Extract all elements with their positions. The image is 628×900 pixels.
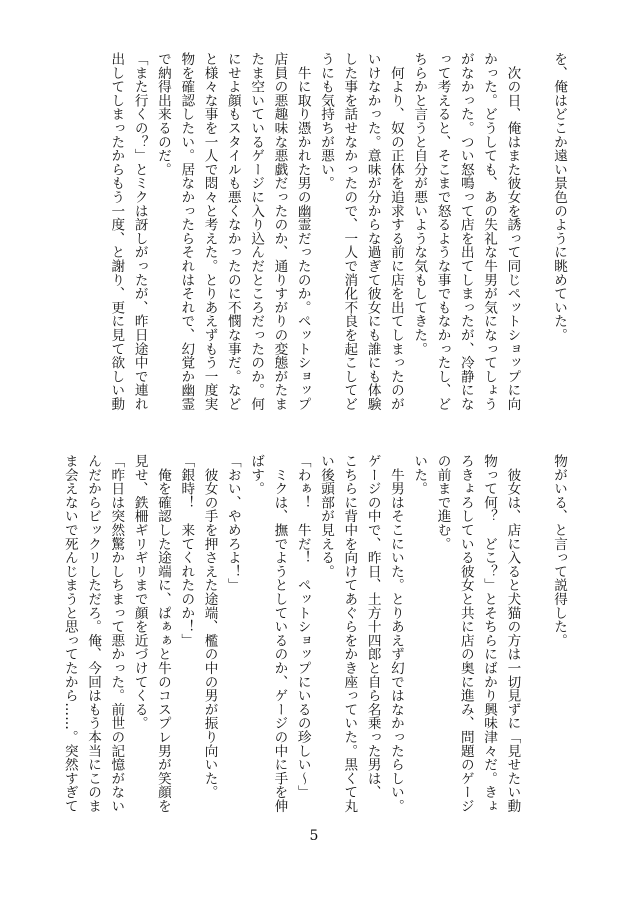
- text-line: 「わぁ！ 牛だ！ ペットショップにいるの珍しい〜」: [294, 454, 311, 799]
- text-line: と様々な事を一人で悶々と考えた。とりあえずもう一度実: [201, 52, 218, 411]
- text-line: 次の日、俺はまた彼女を誘って同じペットショップに向: [504, 52, 521, 411]
- text-line: 「おい、やめろよ！」: [224, 454, 241, 592]
- text-line: 牛に取り憑かれた男の幽霊だったのか。ペットショップ: [294, 52, 311, 411]
- text-line: 物を確認したい。居なかったらそれはそれで、幻覚か幽霊: [178, 52, 195, 411]
- text-line: 物って何？ どこ？」とそちらにばかり興味津々だ。きょ: [481, 454, 498, 813]
- upper-text-block: [104, 52, 570, 412]
- page-number: 5: [309, 828, 319, 844]
- text-line: で納得出来るのだ。: [154, 52, 171, 177]
- text-line: 「昨日は突然驚かしちまって悪かった。前世の記憶がない: [108, 454, 125, 813]
- text-line: 出してしまったからもう一度、と謝り、更に見て欲しい動: [108, 52, 125, 411]
- text-line: ちらかと言うと自分が悪いような気もしてきた。: [411, 52, 428, 356]
- text-line: 彼女は、店に入ると犬猫の方は一切見ずに「見せたい動: [504, 454, 521, 813]
- text-line: 何より、奴の正体を追求する前に店を出てしまったのが: [387, 52, 404, 411]
- text-line: い後頭部が見える。: [318, 454, 335, 579]
- text-line: たま空いているゲージに入り込んだところだったのか。何: [248, 52, 265, 411]
- text-line: ゲージの中で、昨日、土方十四郎と自ら名乗った男は、: [364, 454, 381, 799]
- lower-text-block: [57, 454, 570, 814]
- text-line: うにも気持ちが悪い。: [318, 52, 335, 190]
- text-line: がなかった。つい怒鳴って店を出てしまったが、冷静にな: [457, 52, 474, 411]
- text-line: 牛男はそこにいた。とりあえず幻ではなかったらしい。: [387, 454, 404, 813]
- text-line: を、俺はどこか遠い景色のように眺めていた。: [551, 52, 567, 342]
- text-line: ミクは、撫でようとしているのか、ゲージの中に手を伸: [271, 454, 288, 813]
- text-line: って考えると、そこまで怒るような事でもなかったし、ど: [434, 52, 451, 411]
- text-line: 見せ、鉄柵ギリギリまで顔を近づけてくる。: [131, 454, 148, 730]
- text-line: 「また行くの？」とミクは訝しがったが、昨日途中で連れ: [131, 52, 148, 411]
- text-line: ばす。: [248, 454, 265, 496]
- text-line: [523, 454, 546, 814]
- text-line: 俺を確認した途端に、ぱぁぁと牛のコスプレ男が笑顔を: [154, 454, 171, 813]
- text-line: ま会えないで死んじまうと思ってたから……。突然すぎて: [61, 454, 78, 813]
- text-line: んだからビックリしただろ。俺、今回はもう本当にこのま: [85, 454, 102, 813]
- text-line: 「銀時！ 来てくれたのか！」: [178, 454, 195, 648]
- text-line: こちらに背中を向けてあぐらをかき座っていた。黒くて丸: [341, 454, 358, 813]
- text-line: ろきょろしている彼女と共に店の奥に進み、問題のゲージ: [457, 454, 474, 813]
- text-line: いけなかった。意味が分からな過ぎて彼女にも誰にも体験: [364, 52, 381, 411]
- text-line: 物がいる、と言って説得した。: [551, 454, 567, 648]
- text-line: [523, 52, 546, 412]
- text-line: 彼女の手を押さえた途端、檻の中の男が振り向いた。: [201, 454, 218, 799]
- text-line: かった。どうしても、あの失礼な牛男が気になってしょう: [481, 52, 498, 411]
- text-line: 店員の悪趣味な悪戯だったのか、通りすがりの変態がたま: [271, 52, 288, 411]
- text-line: いた。: [411, 454, 428, 496]
- text-line: の前まで進む。: [434, 454, 451, 551]
- text-line: した事を話せなかったので、一人で消化不良を起こしてど: [341, 52, 358, 411]
- text-line: にせよ顔もスタイルも悪くなかったのに不憫な事だ。など: [224, 52, 241, 411]
